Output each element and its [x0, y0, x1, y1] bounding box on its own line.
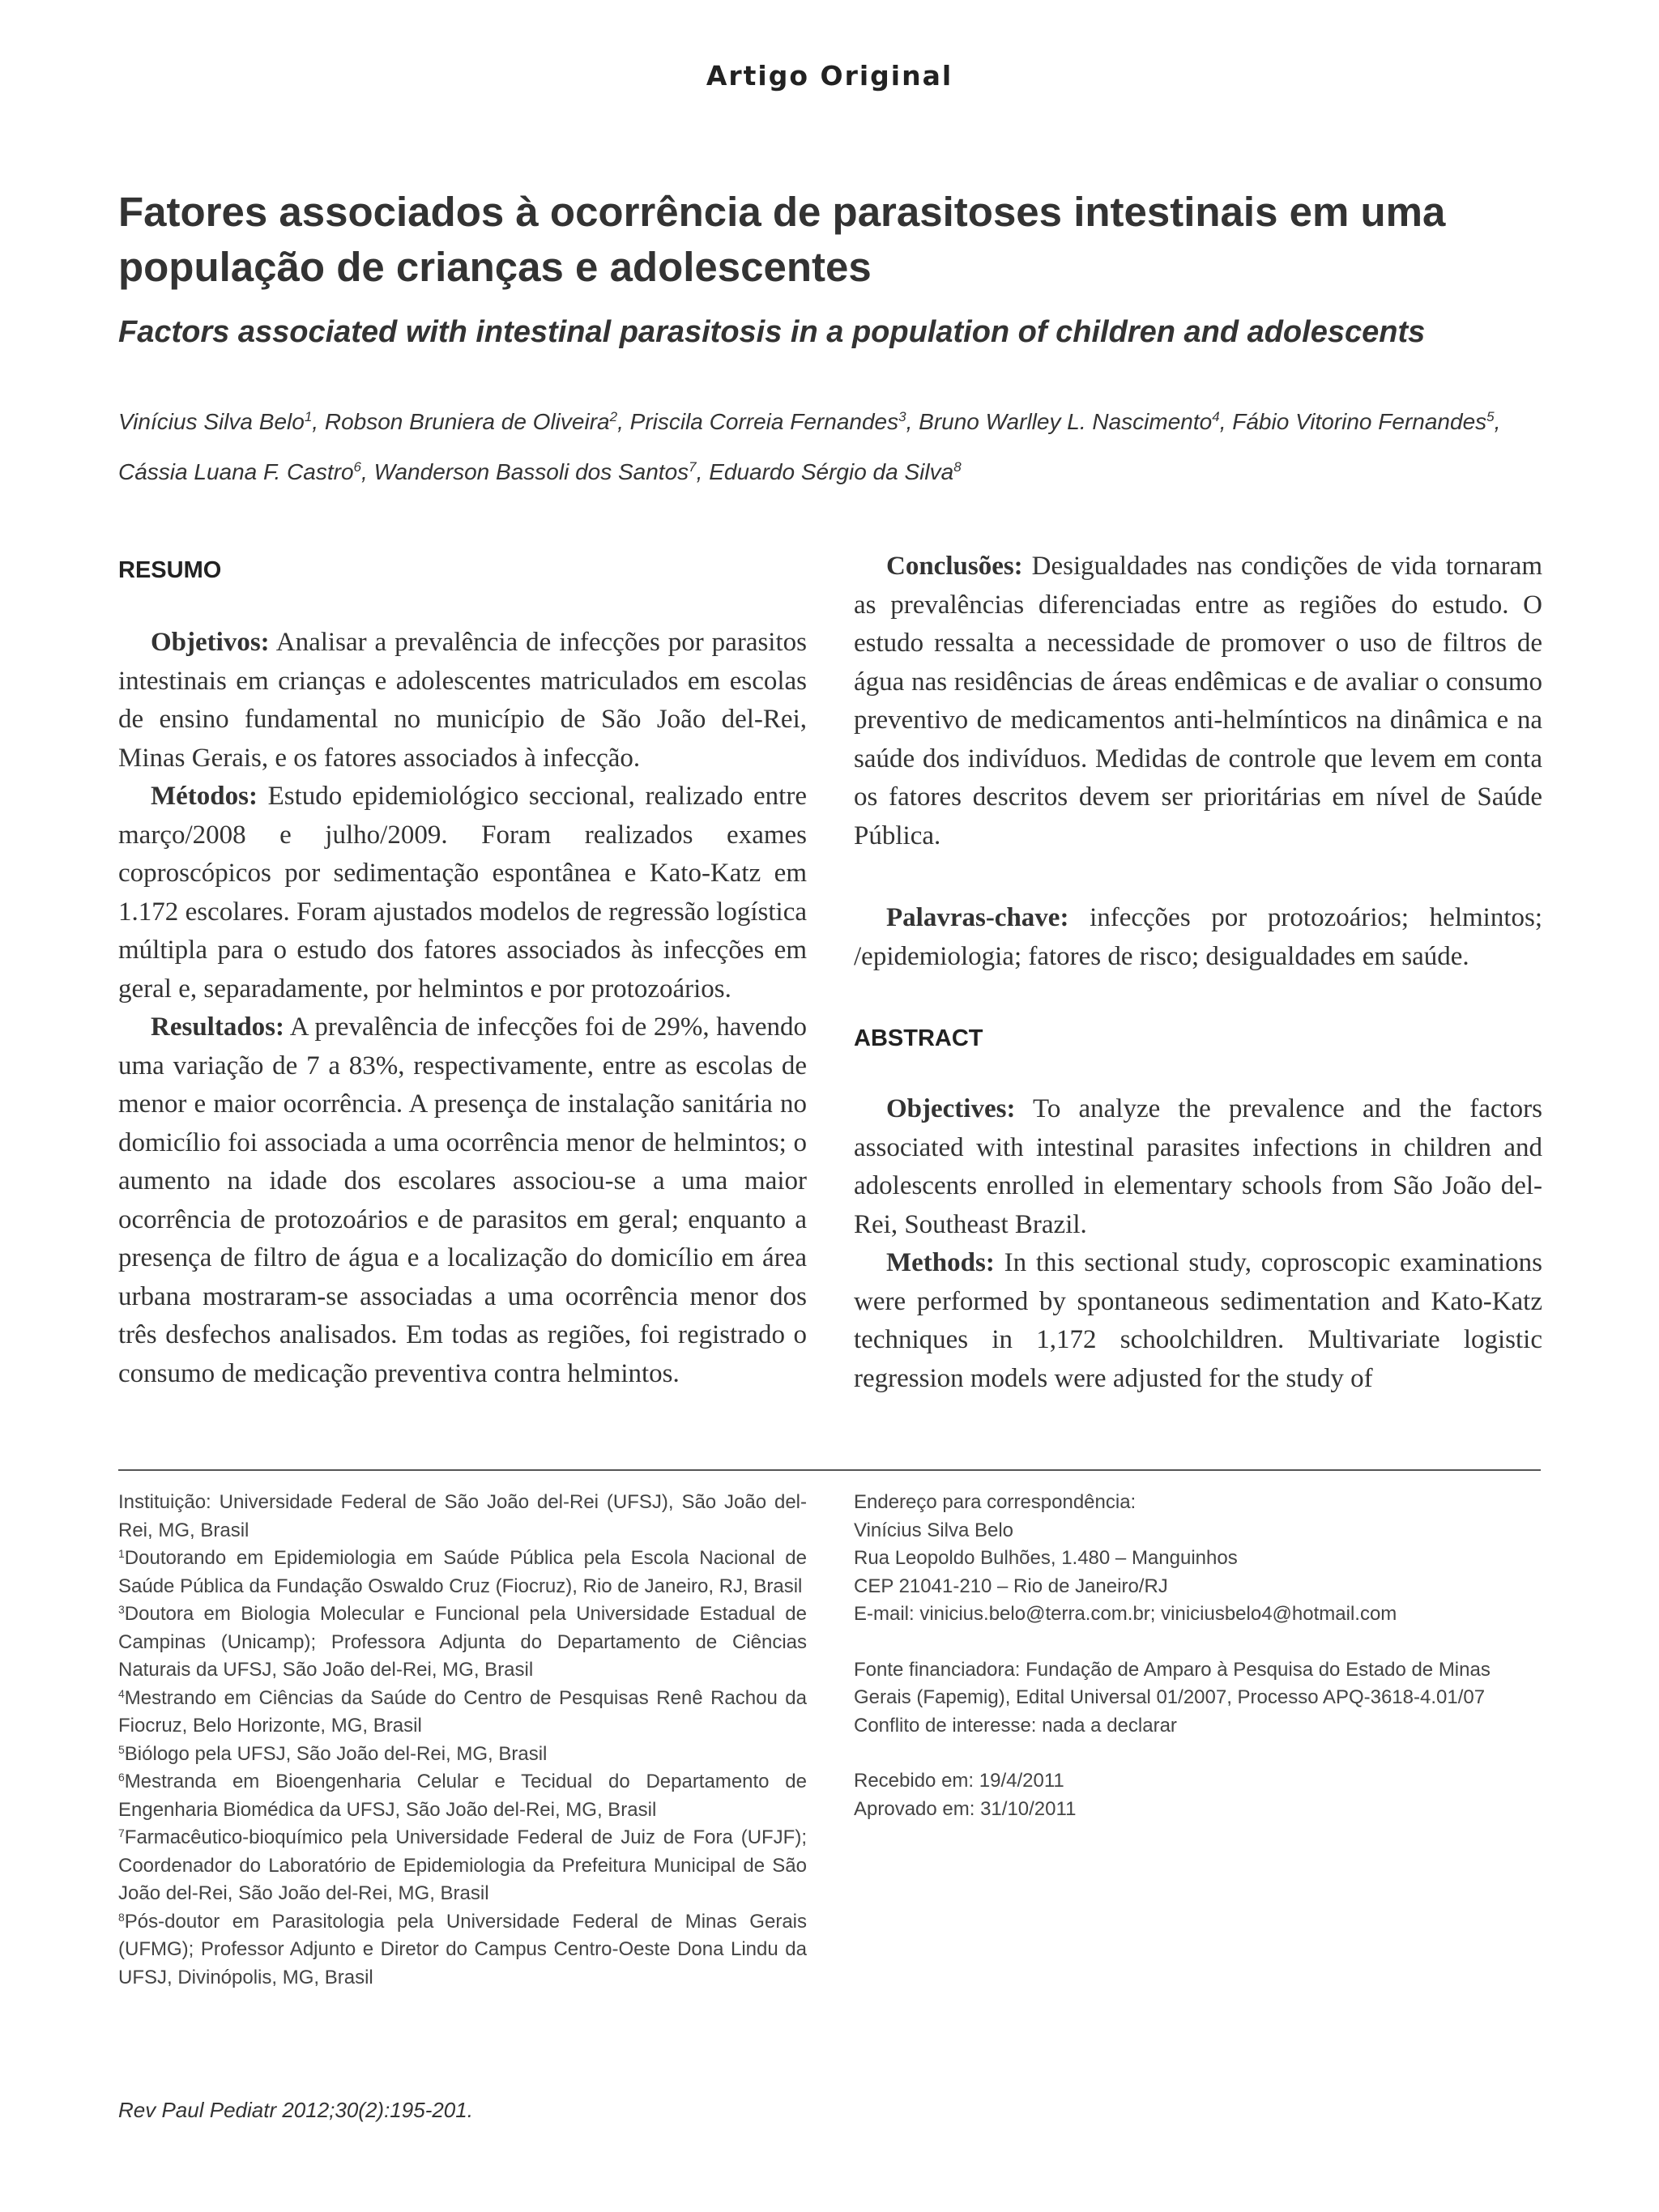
- correspondence-label: Endereço para correspondência:: [854, 1491, 1137, 1513]
- keywords-text: infecções por protozoários; helmintos; /epidemiologia; fatores de risco; desigualdades em saúde.: [854, 903, 1542, 971]
- conclusoes-text: Desigualdades nas condições de vida tornaram as prevalências diferenciadas entre as regiões do estudo. O estudo ressalta a necessidade de promover o uso de filtros de água nas residências de áreas endêmicas e de avaliar o consumo preventivo de medicamentos anti-helmínticos na dinâmica e na saúde dos indivíduos. Medidas de controle que levem em conta os fatores descritos devem ser prioritárias em nível de Saúde Pública.: [854, 552, 1542, 850]
- section-label: Artigo Original: [706, 60, 953, 92]
- affiliation-item: [118, 1545, 807, 1600]
- objectives-label: Objectives:: [886, 1094, 1016, 1123]
- author-name: Eduardo Sérgio da Silva: [709, 459, 954, 484]
- author-affiliation-marker: 4: [1212, 409, 1220, 424]
- affiliation-marker: 8: [118, 1910, 125, 1924]
- author-affiliation-marker: 5: [1486, 409, 1495, 424]
- author-name: Bruno Warlley L. Nascimento: [919, 409, 1213, 434]
- methods-label: Methods:: [886, 1248, 995, 1277]
- correspondence-cep: CEP 21041-210 – Rio de Janeiro/RJ: [854, 1575, 1168, 1597]
- abstract-methods: [854, 1244, 1542, 1398]
- affiliation-marker: 6: [118, 1771, 125, 1784]
- affiliation-marker: 5: [118, 1742, 125, 1756]
- resultados-label: Resultados:: [151, 1012, 285, 1042]
- author-affiliation-marker: 2: [609, 409, 618, 424]
- resumo-resultados: [118, 1008, 807, 1393]
- correspondence-street: Rua Leopoldo Bulhões, 1.480 – Manguinhos: [854, 1547, 1238, 1569]
- author-affiliation-marker: 3: [898, 409, 906, 424]
- author-name: Wanderson Bassoli dos Santos: [373, 459, 689, 484]
- institution-note: Instituição: Universidade Federal de São João del-Rei (UFSJ), São João del-Rei, MG, Brasil: [118, 1491, 807, 1541]
- correspondence-name: Vinícius Silva Belo: [854, 1519, 1013, 1541]
- author-affiliation-marker: 1: [304, 409, 313, 424]
- abstract-objectives: [854, 1090, 1542, 1244]
- affiliation-text: Biólogo pela UFSJ, São João del-Rei, MG, Brasil: [124, 1742, 548, 1765]
- abstract-heading: ABSTRACT: [854, 1025, 983, 1051]
- article-title-pt: Fatores associados à ocorrência de parasitoses intestinais em uma população de crianças e adolescentes: [118, 189, 1446, 290]
- conclusoes-label: Conclusões:: [886, 552, 1023, 581]
- correspondence-email[interactable]: E-mail: vinicius.belo@terra.com.br; viniciusbelo4@hotmail.com: [854, 1603, 1397, 1625]
- affiliation-item: [118, 1908, 807, 1993]
- author-name: Robson Bruniera de Oliveira: [324, 409, 610, 434]
- keywords-label: Palavras-chave:: [886, 903, 1069, 932]
- objectives-text: To analyze the prevalence and the factors associated with intestinal parasites infections in children and adolescents enrolled in elementary schools from São João del-Rei, Southeast Brazil.: [854, 1094, 1542, 1239]
- keywords-block: [854, 899, 1542, 976]
- author-affiliation-marker: 6: [353, 459, 361, 475]
- affiliation-list: [118, 1545, 807, 1992]
- resumo-keywords: [854, 899, 1542, 976]
- correspondence-notes: [854, 1489, 1550, 1823]
- metodos-label: Métodos:: [151, 782, 258, 811]
- affiliation-text: Mestrando em Ciências da Saúde do Centro de Pesquisas Renê Rachou da Fiocruz, Belo Horizonte, MG, Brasil: [118, 1686, 807, 1737]
- affiliation-text: Doutora em Biologia Molecular e Funcional pela Universidade Estadual de Campinas (Unicamp); Professora Adjunta do Departamento de Ciências Naturais da UFSJ, São João del-Rei, MG, Brasil: [118, 1603, 807, 1681]
- resumo-conclusoes: [854, 548, 1542, 855]
- resumo-metodos: [118, 778, 807, 1008]
- affiliation-marker: 3: [118, 1603, 125, 1616]
- article-title-en: Factors associated with intestinal parasitosis in a population of children and adolescents: [118, 315, 1426, 349]
- affiliation-notes: [118, 1489, 807, 1992]
- objetivos-text: Analisar a prevalência de infecções por parasitos intestinais em crianças e adolescentes matriculados em escolas de ensino fundamental no município de São João del-Rei, Minas Gerais, e os fatores associados à infecção.: [118, 628, 807, 773]
- affiliation-item: [118, 1824, 807, 1908]
- affiliation-item: [118, 1768, 807, 1824]
- affiliation-marker: 4: [118, 1686, 125, 1700]
- author-list: Vinícius Silva Belo$^1$, Robson Bruniera de Oliveira$^2$, Priscila Correia Fernandes$^3$, Bruno Warlley L. Nascimento$^4$, Fábio Vitorino Fernandes$^5$, Cássia Luana F. Castro$^6$, Wanderson Bassoli dos Santos$^7$, Eduardo Sérgio da Silva$^8$: [118, 409, 1501, 484]
- resultados-text: A prevalência de infecções foi de 29%, havendo uma variação de 7 a 83%, respectivamente, entre as escolas de menor e maior ocorrência. A presença de instalação sanitária no domicílio foi associada a uma ocorrência menor de helmintos; o aumento na idade dos escolares associou-se a uma maior ocorrência de protozoários e de parasitos em geral; enquanto a presença de filtro de água e a localização do domicílio em área urbana mostraram-se associadas a uma ocorrência menor dos três desfechos analisados. Em todas as regiões, foi registrado o consumo de medicação preventiva contra helmintos.: [118, 1012, 807, 1388]
- methods-text: In this sectional study, coproscopic examinations were performed by spontaneous sedimentation and Kato-Katz techniques in 1,172 schoolchildren. Multivariate logistic regression models were adjusted for the study of: [854, 1248, 1542, 1393]
- journal-citation: Rev Paul Pediatr 2012;30(2):195-201.: [118, 2098, 473, 2122]
- affiliation-text: Mestranda em Bioengenharia Celular e Tecidual do Departamento de Engenharia Biomédica da UFSJ, São João del-Rei, MG, Brasil: [118, 1771, 807, 1821]
- approved-date: Aprovado em: 31/10/2011: [854, 1797, 1077, 1820]
- author-name: Vinícius Silva Belo: [118, 409, 305, 434]
- author-affiliation-marker: 8: [953, 459, 962, 475]
- funding-note: Fonte financiadora: Fundação de Amparo à Pesquisa do Estado de Minas Gerais (Fapemig), Edital Universal 01/2007, Processo APQ-3618-4.01/07: [854, 1658, 1491, 1708]
- resumo-left-body: [118, 624, 807, 1393]
- objetivos-label: Objetivos:: [151, 628, 270, 657]
- affiliation-item: [118, 1741, 807, 1769]
- affiliation-marker: 1: [118, 1547, 125, 1560]
- affiliation-item: [118, 1600, 807, 1685]
- conflict-note: Conflito de interesse: nada a declarar: [854, 1714, 1177, 1737]
- affiliation-text: Doutorando em Epidemiologia em Saúde Pública pela Escola Nacional de Saúde Pública da Fundação Oswaldo Cruz (Fiocruz), Rio de Janeiro, RJ, Brasil: [118, 1547, 807, 1597]
- affiliation-text: Farmacêutico-bioquímico pela Universidade Federal de Juiz de Fora (UFJF); Coordenador do Laboratório de Epidemiologia da Prefeitura Municipal de São João del-Rei, São João del-Rei, MG, Brasil: [118, 1826, 807, 1904]
- resumo-right-body: [854, 548, 1542, 855]
- affiliation-item: [118, 1685, 807, 1741]
- metodos-text: Estudo epidemiológico seccional, realizado entre março/2008 e julho/2009. Foram realizados exames coproscópicos por sedimentação espontânea e Kato-Katz em 1.172 escolares. Foram ajustados modelos de regressão logística múltipla para o estudo dos fatores associados às infecções em geral e, separadamente, por helmintos e por protozoários.: [118, 782, 807, 1004]
- affiliation-text: Pós-doutor em Parasitologia pela Universidade Federal de Minas Gerais (UFMG); Professor Adjunto e Diretor do Campus Centro-Oeste Dona Lindu da UFSJ, Divinópolis, MG, Brasil: [118, 1910, 807, 1988]
- resumo-heading: RESUMO: [118, 557, 222, 583]
- abstract-body: [854, 1090, 1542, 1398]
- footnote-divider: [118, 1469, 1541, 1471]
- author-name: Cássia Luana F. Castro: [118, 459, 354, 484]
- resumo-objetivos: [118, 624, 807, 778]
- affiliation-marker: 7: [118, 1826, 125, 1839]
- author-name: Fábio Vitorino Fernandes: [1232, 409, 1487, 434]
- received-date: Recebido em: 19/4/2011: [854, 1770, 1064, 1792]
- author-name: Priscila Correia Fernandes: [629, 409, 899, 434]
- author-affiliation-marker: 7: [689, 459, 697, 475]
